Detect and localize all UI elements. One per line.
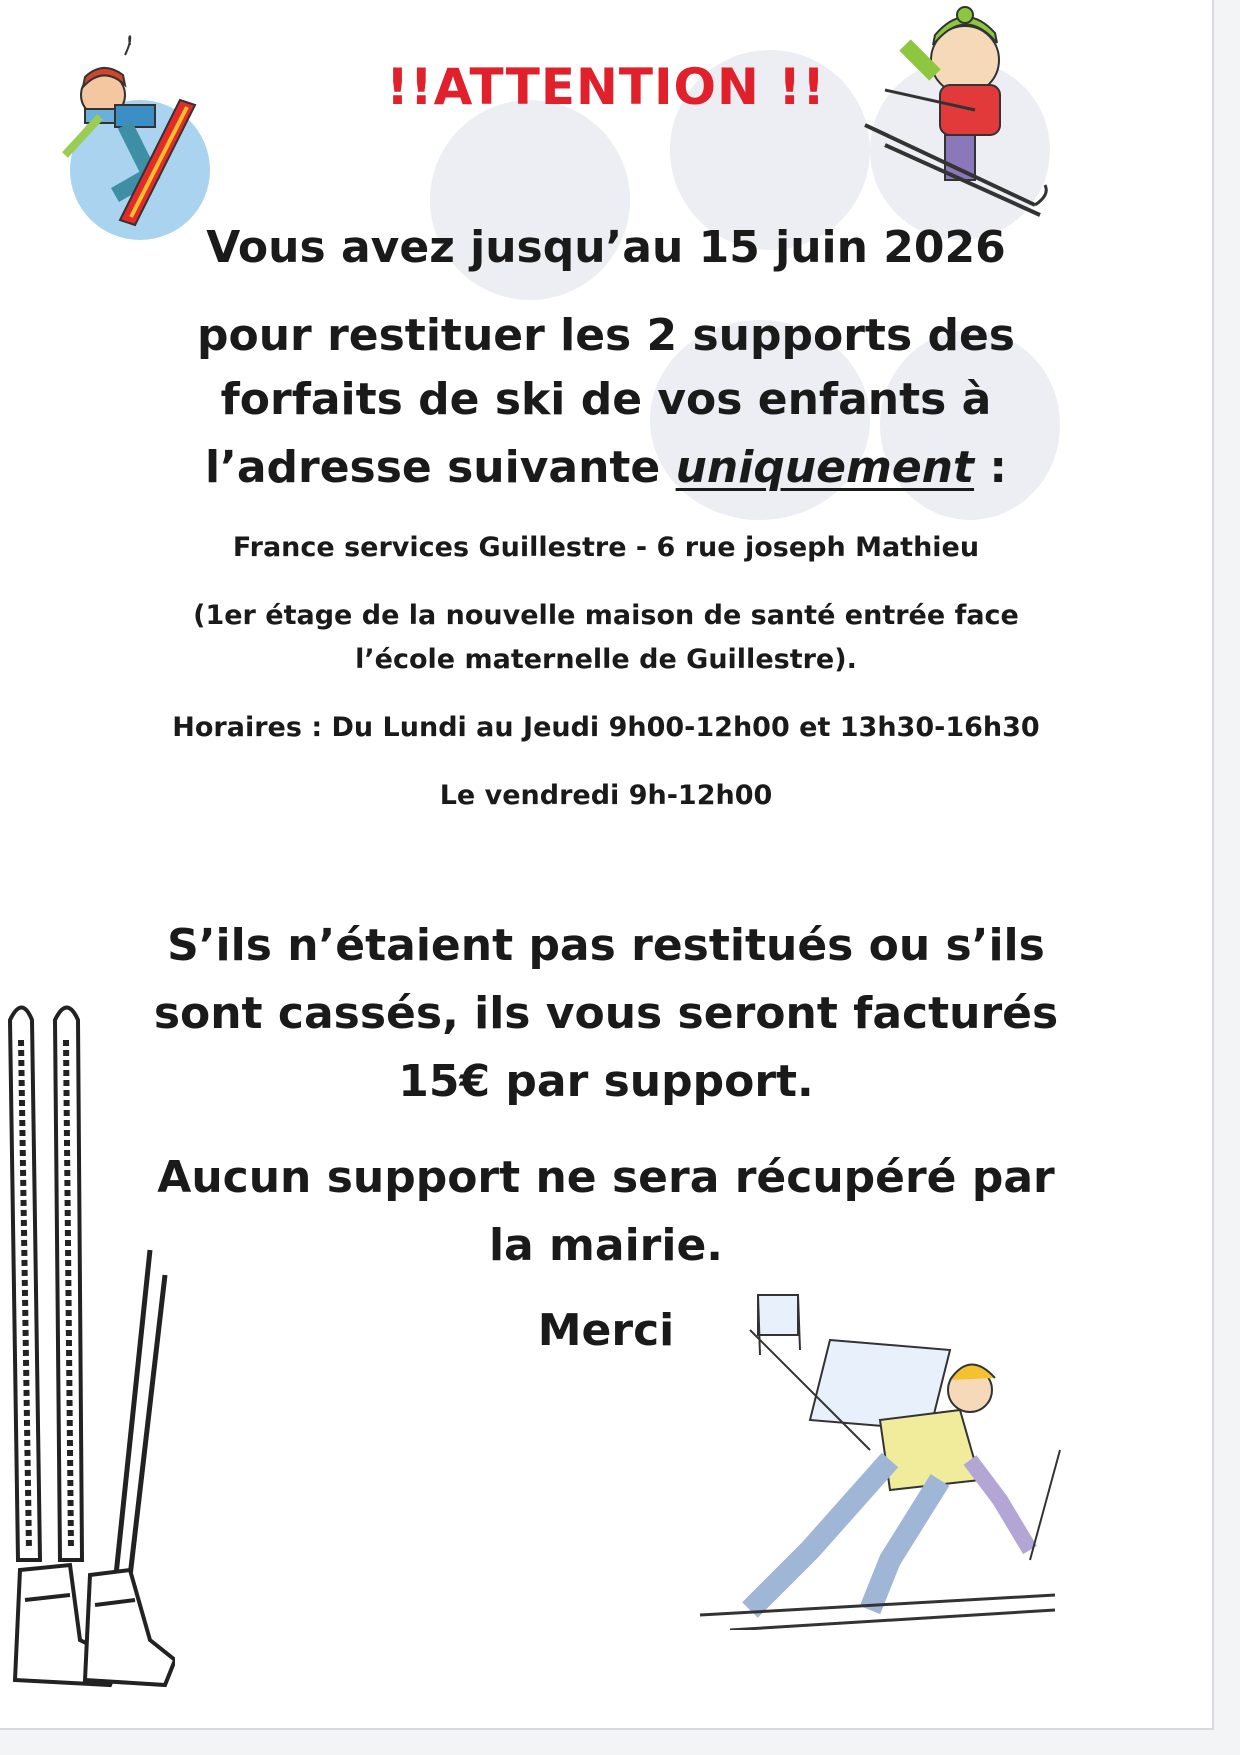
deadline-line: Vous avez jusqu’au 15 juin 2026 xyxy=(206,222,1006,273)
warning-line-3: 15€ par support. xyxy=(398,1056,814,1107)
location-line-1: (1er étage de la nouvelle maison de santé entrée face xyxy=(193,600,1019,631)
body-line-3-prefix: l’adresse suivante xyxy=(205,442,676,493)
hours-line-2: Le vendredi 9h-12h00 xyxy=(439,780,773,811)
attention-title: !!ATTENTION !! xyxy=(386,58,826,116)
body-line-2: forfaits de ski de vos enfants à xyxy=(220,374,992,425)
notice-line-2: la mairie. xyxy=(488,1220,724,1271)
hours-line-1: Horaires : Du Lundi au Jeudi 9h00-12h00 et 13h30-16h30 xyxy=(172,712,1040,743)
body-line-3-suffix: : xyxy=(974,442,1007,493)
notice-line-1: Aucun support ne sera récupéré par xyxy=(157,1152,1055,1203)
warning-line-2: sont cassés, ils vous seront facturés xyxy=(153,988,1059,1039)
warning-line-1: S’ils n’étaient pas restitués ou s’ils xyxy=(167,920,1045,971)
address-line: France services Guillestre - 6 rue joseph Mathieu xyxy=(232,532,980,563)
body-line-1: pour restituer les 2 supports des xyxy=(197,310,1015,361)
location-line-2: l’école maternelle de Guillestre). xyxy=(355,644,857,675)
body-line-3 xyxy=(0,442,1212,493)
emphasis-uniquement: uniquement xyxy=(675,442,975,493)
child-skier-illustration xyxy=(845,5,1055,235)
closing-merci: Merci xyxy=(537,1305,675,1356)
